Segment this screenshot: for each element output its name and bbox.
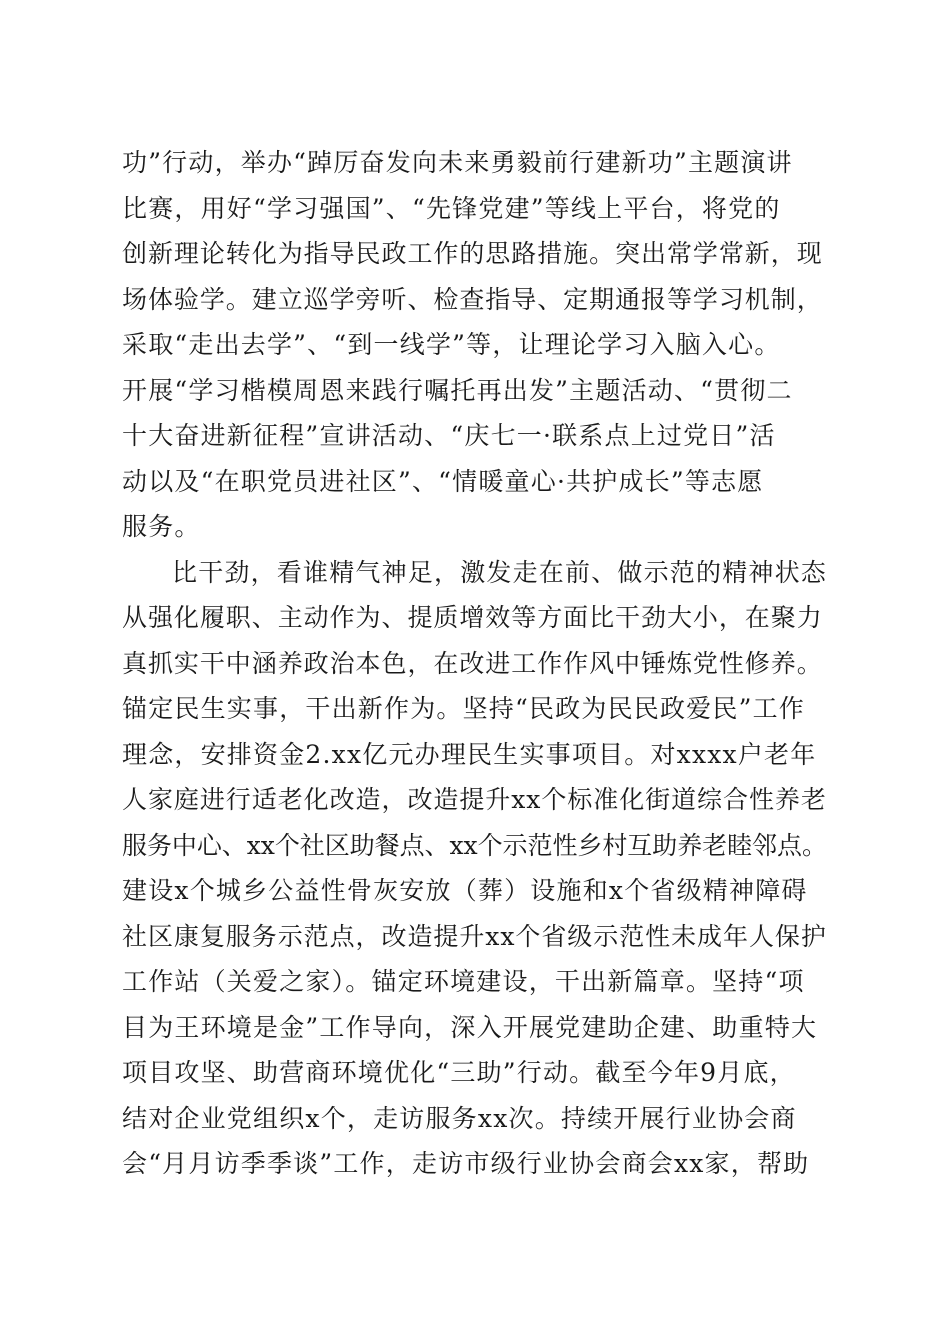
text-line: 动以及“在职党员进社区”、“情暖童心·共护成长”等志愿 (122, 466, 764, 496)
text-line: 社区康复服务示范点，改造提升xx个省级示范性未成年人保护 (122, 921, 827, 951)
text-line: 服务中心、xx个社区助餐点、xx个示范性乡村互助养老睦邻点。 (122, 830, 827, 860)
text-line: 十大奋进新征程”宣讲活动、“庆七一·联系点上过党日”活 (122, 421, 776, 450)
text-line: 功”行动，举办“踔厉奋发向未来勇毅前行建新功”主题演讲 (122, 148, 793, 177)
text-line: 真抓实干中涵养政治本色，在改进工作作风中锤炼党性修养。 (122, 648, 823, 678)
text-line: 比赛，用好“学习强国”、“先锋党建”等线上平台，将党的 (122, 193, 781, 223)
text-line: 项目攻坚、助营商环境优化“三助”行动。截至今年9月底， (122, 1058, 796, 1087)
text-line: 服务。 (122, 512, 201, 541)
text-line: 开展“学习楷模周恩来践行嘱托再出发”主题活动、“贯彻二 (122, 375, 793, 405)
text-line: 人家庭进行适老化改造，改造提升xx个标准化街道综合性养老 (122, 785, 827, 814)
text-line: 场体验学。建立巡学旁听、检查指导、定期通报等学习机制， (122, 284, 823, 314)
text-line: 会“月月访季季谈”工作，走访市级行业协会商会xx家，帮助 (122, 1149, 810, 1178)
text-line: 采取“走出去学”、“到一线学”等，让理论学习入脑入心。 (122, 330, 781, 359)
text-line: 目为王环境是金”工作导向，深入开展党建助企建、助重特大 (122, 1012, 818, 1042)
text-line: 工作站（关爱之家）。锚定环境建设，干出新篇章。坚持“项 (122, 967, 805, 996)
document-body (122, 140, 828, 1187)
text-line: 结对企业党组织x个，走访服务xx次。持续开展行业协会商 (122, 1103, 797, 1133)
text-line: 从强化履职、主动作为、提质增效等方面比干劲大小，在聚力 (122, 603, 823, 632)
text-line: 锚定民生实事，干出新作为。坚持“民政为民民政爱民”工作 (122, 694, 805, 723)
text-line: 理念，安排资金2.xx亿元办理民生实事项目。对xxxx户老年 (122, 739, 817, 769)
paragraph-first-line: 比干劲，看谁精气神足，激发走在前、做示范的精神状态 (172, 557, 828, 587)
text-line: 创新理论转化为指导民政工作的思路措施。突出常学常新，现 (122, 239, 823, 268)
text-line: 建设x个城乡公益性骨灰安放（葬）设施和x个省级精神障碍 (122, 876, 808, 905)
